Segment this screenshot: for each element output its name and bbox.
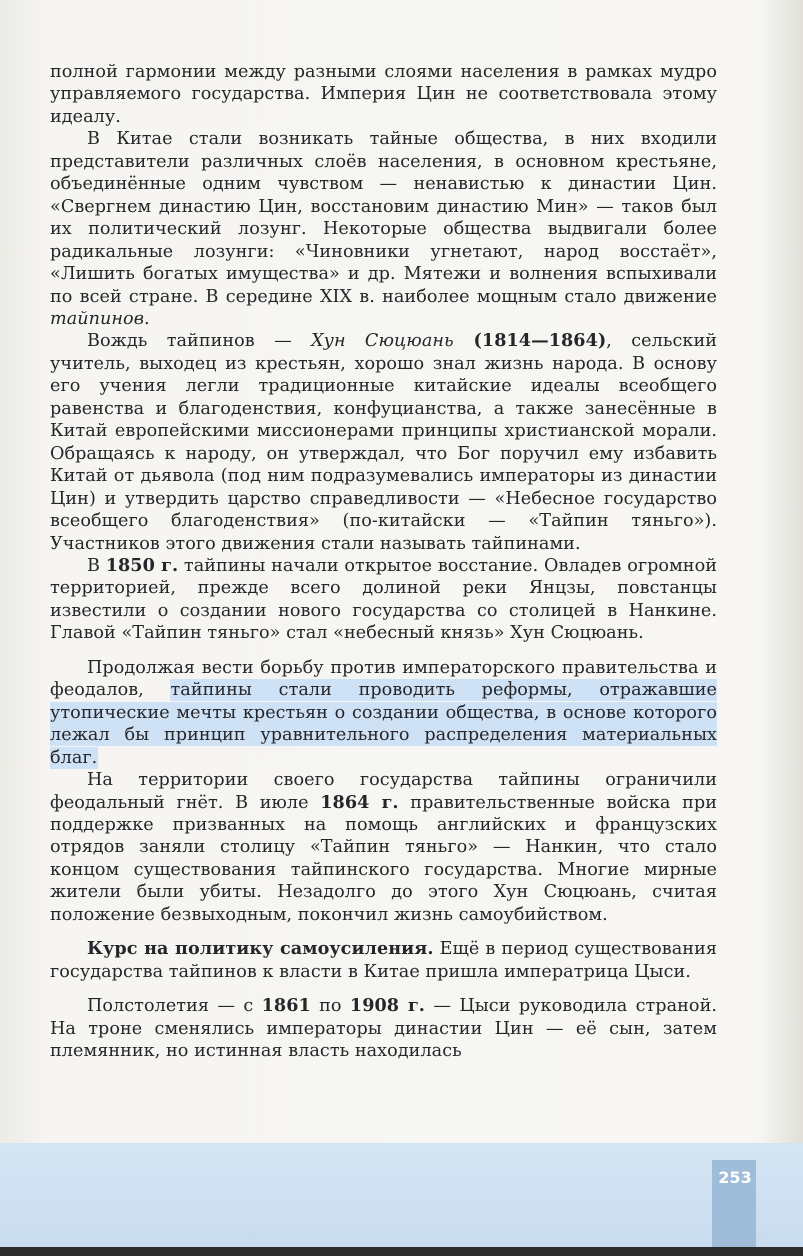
scan-bottom-edge (0, 1247, 803, 1256)
paragraph-uprising (50, 555, 717, 645)
leader-intro-text: Вождь тайпинов — (87, 331, 312, 352)
paragraph-secret-societies: В Китае стали возникать тайные общества, в них входили представители различных слоёв населения, в основном крестьяне, объединённые одним чувством — ненавистью к династии Цин. «Свергнем династию Цин, восстановим династию Мин» — таков был их политический лозунг. Некоторые общества выдвигали более радикальные лозунги: «Чиновники угнетают, народ восстаёт», «Лишить богатых имущества» и др. Мятежи и волнения вспыхивали по всей стране. В середине XIX в. наиболее мощным стало движение тайпинов. (50, 129, 717, 329)
leader-description-text: , сельский учитель, выходец из крестьян, хорошо знал жизнь народа. В основу его учения легли традиционные китайские идеалы всеобщего равенства и благоденствия, конфуцианства, а также занесённые в Китай европейскими миссионерами принципы христианской морали. Обращаясь к народу, он утверждал, что Бог поручил ему избавить Китай от дьявола (под ним подразумевались императоры из династии Цин) и утвердить царство справедливости — «Небесное государство всеобщего благоденствия» (по-китайски — «Тайпин тяньго»). Участников этого движения стали называть тайпинами. (50, 331, 717, 554)
paragraph-reforms (50, 657, 717, 769)
text-column (50, 61, 717, 1062)
reforms-text: Продолжая вести борьбу против императорского правительства и феодалов, (50, 657, 717, 701)
leader-name: Хун Сюцюань (311, 331, 454, 352)
uprising-prefix: В (87, 555, 106, 576)
cixi-connector: по (310, 996, 350, 1017)
reforms-highlighted-text: тайпины стали проводить реформы, отражавшие утопические мечты крестьян о создании общества, в основе которого лежал бы принцип уравнительного распределения материальных благ. (50, 680, 717, 768)
cixi-start-year: 1861 (261, 995, 311, 1017)
fall-year: 1864 г. (320, 791, 399, 813)
cixi-prefix: Полстолетия — с (87, 996, 262, 1017)
term-taipings: тайпинов (50, 308, 144, 329)
paragraph-secret-societies-text: В Китае стали возникать тайные общества, в них входили представители различных слоёв населения, в основном крестьяне, объединённые одним чувством — ненавистью к династии Цин. «Свергнем династию Цин, восстановим династию Мин» — таков был их политический лозунг. Некоторые общества выдвигали более радикальные лозунги: «Чиновники угнетают, народ восстаёт», «Лишить богатых имущества» и др. Мятежи и волнения вспыхивали по всей стране. В середине XIX в. наиболее мощным стало движение (50, 129, 717, 307)
paragraph-intro (50, 61, 717, 128)
uprising-text: тайпины начали открытое восстание. Овладев огромной территорией, прежде всего долиной реки Янцзы, повстанцы известили о создании нового государства со столицей в Нанкине. Главой «Тайпин тяньго» стал «небесный князь» Хун Сюцюань. (50, 555, 717, 644)
fall-prefix: На территории своего государства тайпины ограничили феодальный гнёт. В июле (50, 770, 717, 813)
paragraph-self-strengthening (50, 938, 717, 983)
uprising-year: 1850 г. (105, 554, 179, 576)
paragraph-intro-text: полной гармонии между разными слоями населения в рамках мудро управляемого государства. Империя Цин не соответствовала этому идеалу. (50, 62, 717, 127)
self-strengthening-text: Ещё в период существования государства тайпинов к власти в Китае пришла императрица Цыси. (50, 939, 717, 982)
leader-years: (1814—1864) (453, 330, 607, 352)
footer-band (0, 1143, 803, 1247)
page-number: 253 (718, 1168, 752, 1187)
cixi-end-year: 1908 г. (349, 995, 425, 1017)
page-edge-shadow (763, 0, 803, 1256)
paragraph-cixi (50, 995, 717, 1062)
paragraph-fall (50, 769, 717, 926)
section-heading-self-strengthening: Курс на политику самоусиления. (87, 938, 434, 960)
cixi-text: — Цыси руководила страной. На троне сменялись императоры династии Цин — её сын, затем племянник, но истинная власть находилась (50, 996, 717, 1062)
fall-text: правительственные войска при поддержке призванных на помощь английских и французских отрядов заняли столицу «Тайпин тяньго» — Нанкин, что стало концом существования тайпинского государства. Многие мирные жители были убиты. Незадолго до этого Хун Сюцюань, считая положение безвыходным, покончил жизнь самоубийством. (50, 792, 717, 925)
paragraph-leader (50, 330, 717, 555)
